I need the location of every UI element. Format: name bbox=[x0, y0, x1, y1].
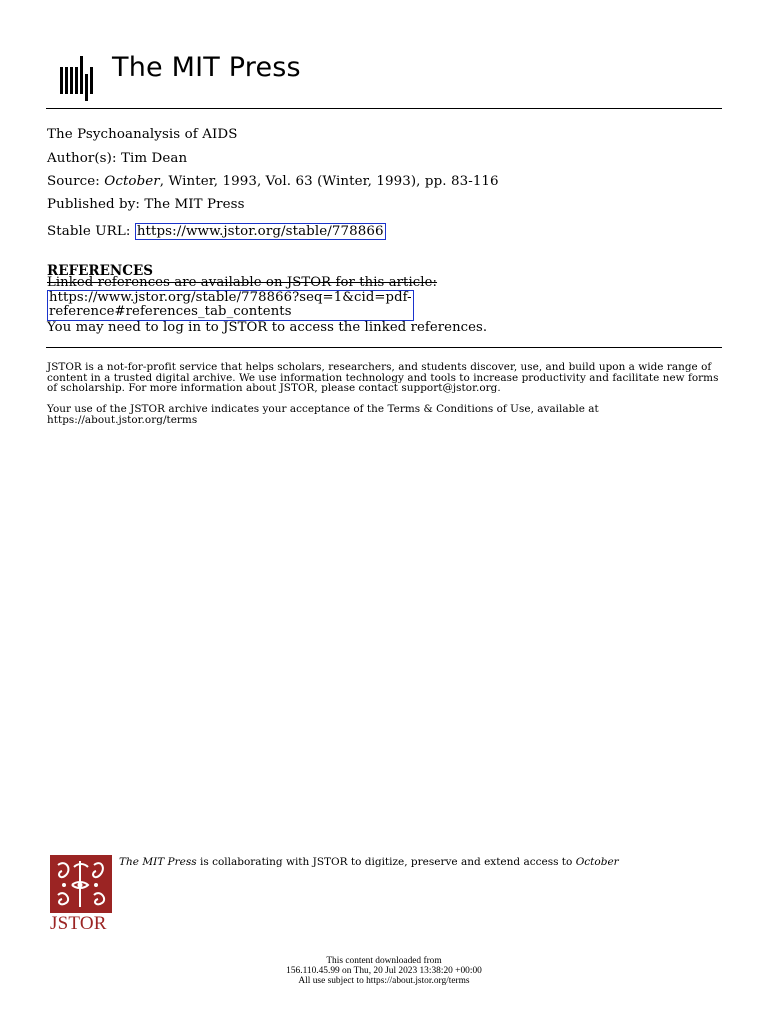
footer-line-2: 156.110.45.99 on Thu, 20 Jul 2023 13:38:20 +00:00 bbox=[286, 965, 482, 976]
mid-divider bbox=[46, 347, 722, 348]
collaboration-statement bbox=[119, 856, 619, 868]
article-title: The Psychoanalysis of AIDS bbox=[47, 127, 238, 142]
jstor-logo-text: JSTOR bbox=[50, 913, 107, 934]
collab-journal: October bbox=[575, 856, 619, 868]
source-label: Source: bbox=[47, 174, 105, 189]
footer-line-1: This content downloaded from bbox=[326, 956, 442, 966]
footer-line-3: All use subject to https://about.jstor.org/terms bbox=[298, 975, 470, 986]
mit-press-logo-text: The MIT Press bbox=[112, 52, 301, 83]
references-link[interactable] bbox=[47, 290, 414, 320]
mit-press-bars-icon bbox=[60, 56, 100, 94]
stable-url-link[interactable]: https://www.jstor.org/stable/778866 bbox=[136, 224, 384, 239]
jstor-notice: JSTOR is a not-for-profit service that helps scholars, researchers, and students discover, use, and build upon a wide range of content in a trusted digital archive. We use information technology and tools to increase productivity and facilitate new forms of scholarship. For more information about JSTOR, please contact support@jstor.org. bbox=[47, 361, 719, 395]
references-block bbox=[47, 276, 487, 335]
references-intro: Linked references are available on JSTOR for this article: bbox=[47, 275, 438, 290]
stable-url-line bbox=[47, 224, 386, 239]
top-divider bbox=[46, 108, 722, 109]
references-link-line-2: reference#references_tab_contents bbox=[49, 304, 292, 320]
references-link-line-1: https://www.jstor.org/stable/778866?seq=1&cid=pdf- bbox=[49, 290, 412, 306]
references-login-note: You may need to log in to JSTOR to access the linked references. bbox=[47, 319, 488, 335]
stable-url-label: Stable URL: bbox=[47, 224, 135, 239]
references-heading: REFERENCES bbox=[47, 263, 154, 279]
article-publisher: Published by: The MIT Press bbox=[47, 197, 245, 212]
article-source bbox=[47, 174, 499, 189]
download-footer bbox=[0, 957, 768, 986]
jstor-emblem-icon bbox=[50, 855, 112, 913]
jstor-logo bbox=[50, 855, 115, 935]
collab-publisher: The MIT Press bbox=[119, 856, 197, 868]
collab-middle: is collaborating with JSTOR to digitize, preserve and extend access to bbox=[196, 856, 576, 868]
article-authors: Author(s): Tim Dean bbox=[47, 151, 188, 166]
source-details: , Winter, 1993, Vol. 63 (Winter, 1993), pp. 83-116 bbox=[159, 174, 499, 189]
terms-notice: Your use of the JSTOR archive indicates your acceptance of the Terms & Conditions of Use, available at https://about.jstor.org/terms bbox=[47, 403, 599, 426]
source-journal: October bbox=[104, 174, 160, 189]
